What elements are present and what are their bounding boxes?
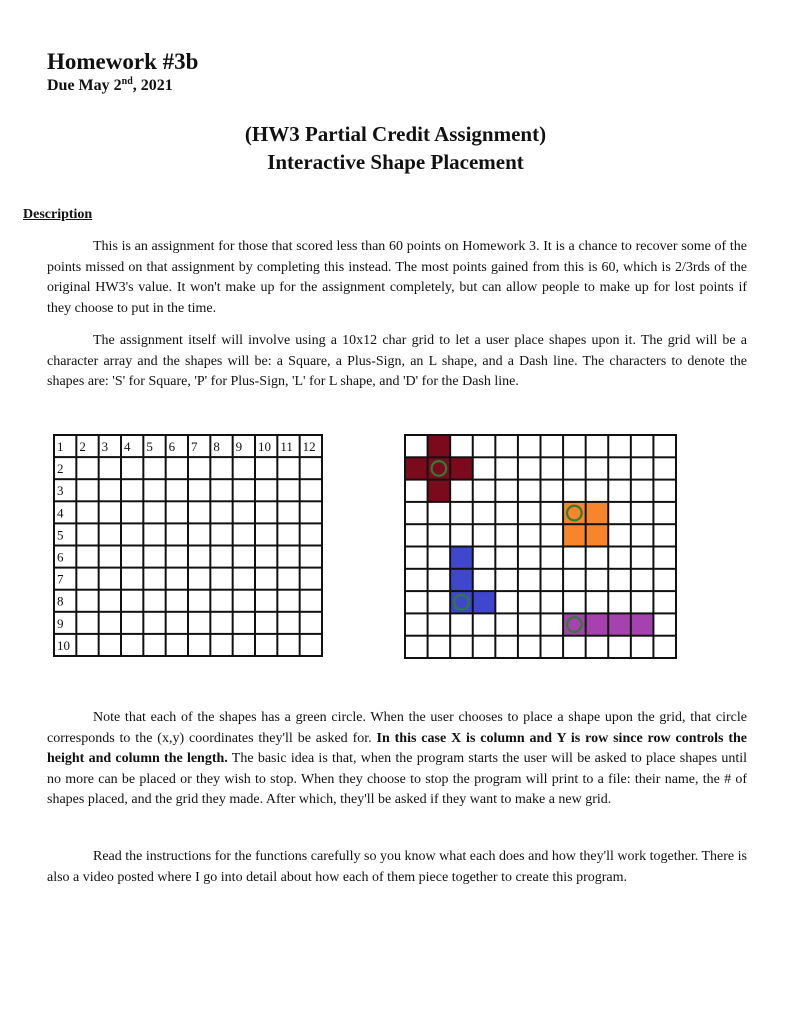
grid-cell xyxy=(256,524,276,544)
grid-cell xyxy=(406,637,427,657)
grid-cell xyxy=(542,458,563,478)
grid-cell xyxy=(451,503,472,523)
grid-cell xyxy=(632,458,653,478)
grid-cell xyxy=(587,637,608,657)
shape-cell xyxy=(429,436,450,456)
grid-cell xyxy=(587,436,608,456)
grid-cell xyxy=(189,480,209,500)
grid-cell xyxy=(189,547,209,567)
due-prefix: Due May 2 xyxy=(47,77,122,94)
grid-cell xyxy=(211,502,231,522)
grid-cell xyxy=(77,458,97,478)
grid-cell xyxy=(301,591,321,611)
grid-cell xyxy=(587,481,608,501)
grid-cell xyxy=(100,613,120,633)
grid-cell xyxy=(144,502,164,522)
grid-cell xyxy=(451,614,472,634)
grid-cell xyxy=(609,458,630,478)
grid-cell xyxy=(122,613,142,633)
shape-cell xyxy=(587,525,608,545)
grid-cell xyxy=(122,524,142,544)
grid-cell xyxy=(167,613,187,633)
grid-cell xyxy=(474,614,495,634)
column-label: 7 xyxy=(191,439,198,454)
grid-cell xyxy=(234,613,254,633)
grid-cell xyxy=(609,592,630,612)
grid-cell xyxy=(256,458,276,478)
column-label: 2 xyxy=(79,439,86,454)
assignment-title-line2: Interactive Shape Placement xyxy=(267,150,524,174)
grid-cell xyxy=(77,635,97,655)
row-label: 2 xyxy=(57,461,64,477)
grid-cell xyxy=(189,569,209,589)
grid-cell xyxy=(609,570,630,590)
grid-cell xyxy=(234,480,254,500)
grid-cell xyxy=(632,592,653,612)
grid-cell xyxy=(100,547,120,567)
grid-cell xyxy=(609,503,630,523)
grid-cell xyxy=(406,570,427,590)
grid-cell xyxy=(167,547,187,567)
grid-cell xyxy=(211,635,231,655)
grid-cell xyxy=(564,592,585,612)
grid-cell xyxy=(542,614,563,634)
paragraph-assignment: The assignment itself will involve using a 10x12 char grid to let a user place shapes upon it. The grid will be a character array and the shapes will be: a Square, a Plus-Sign, an L shape, and a Dash line. The characters to denote the shapes are: 'S' for Square, 'P' for Plus-Sign, 'L' for L shape, and 'D' for the Dash line. xyxy=(47,333,747,389)
grid-cell xyxy=(122,569,142,589)
empty-grid-figure xyxy=(53,434,323,657)
grid-cell xyxy=(234,635,254,655)
shape-cell xyxy=(451,570,472,590)
grid-cell xyxy=(122,480,142,500)
grid-cell xyxy=(451,436,472,456)
grid-cell xyxy=(654,481,675,501)
grid-cell xyxy=(632,570,653,590)
grid-cell xyxy=(144,480,164,500)
grid-cell xyxy=(211,591,231,611)
paragraph3-part2: The basic idea is that, when the program starts the user will be asked to place shapes until no more can be placed or they wish to stop. When they choose to stop the program will print to a file: their name, the # of shapes placed, and the grid they made. After which, they'll be asked if they want to make a new grid. xyxy=(47,751,748,807)
grid-cell xyxy=(77,480,97,500)
grid-cell xyxy=(234,458,254,478)
grid-cell xyxy=(654,436,675,456)
shape-cell xyxy=(451,548,472,568)
grid-cell xyxy=(406,436,427,456)
grid-cell xyxy=(609,548,630,568)
grid-cell xyxy=(234,547,254,567)
due-suffix: , 2021 xyxy=(132,77,173,94)
grid-cell xyxy=(429,614,450,634)
shape-cell xyxy=(406,458,427,478)
shape-grid-svg xyxy=(406,436,675,657)
grid-cell xyxy=(77,502,97,522)
shape-cell xyxy=(609,614,630,634)
grid-cell xyxy=(256,635,276,655)
grid-cell xyxy=(234,591,254,611)
shape-cell xyxy=(474,592,495,612)
assignment-title-line1: (HW3 Partial Credit Assignment) xyxy=(244,122,547,146)
grid-cell xyxy=(519,548,540,568)
grid-cell xyxy=(144,591,164,611)
grid-cell xyxy=(77,591,97,611)
grid-cell xyxy=(406,592,427,612)
grid-cell xyxy=(100,524,120,544)
grid-cell xyxy=(122,635,142,655)
grid-cell xyxy=(406,503,427,523)
grid-cell xyxy=(234,502,254,522)
grid-cell xyxy=(542,525,563,545)
grid-cell xyxy=(429,525,450,545)
grid-cell xyxy=(100,635,120,655)
row-label: 6 xyxy=(57,549,64,565)
grid-cell xyxy=(167,524,187,544)
shape-cell xyxy=(451,458,472,478)
grid-cell xyxy=(519,614,540,634)
assignment-title xyxy=(0,120,791,176)
grid-cell xyxy=(122,458,142,478)
grid-cell xyxy=(122,591,142,611)
column-label: 6 xyxy=(168,439,176,454)
grid-cell xyxy=(406,548,427,568)
row-label: 10 xyxy=(57,637,70,653)
grid-cell xyxy=(519,458,540,478)
grid-cell xyxy=(278,524,298,544)
grid-cell xyxy=(474,525,495,545)
grid-cell xyxy=(564,637,585,657)
grid-cell xyxy=(474,548,495,568)
homework-title: Homework #3b xyxy=(47,49,199,74)
row-label: 5 xyxy=(57,527,64,543)
grid-cell xyxy=(301,569,321,589)
grid-cell xyxy=(451,637,472,657)
column-label: 5 xyxy=(146,439,153,454)
shape-cell xyxy=(564,525,585,545)
grid-cell xyxy=(77,569,97,589)
grid-cell xyxy=(406,481,427,501)
grid-cell xyxy=(429,570,450,590)
grid-cell xyxy=(542,592,563,612)
grid-cell xyxy=(429,592,450,612)
grid-cell xyxy=(496,503,517,523)
grid-cell xyxy=(167,480,187,500)
grid-cell xyxy=(519,503,540,523)
grid-cell xyxy=(189,502,209,522)
shape-cell xyxy=(587,614,608,634)
grid-cell xyxy=(301,480,321,500)
grid-cell xyxy=(278,458,298,478)
grid-cell xyxy=(542,548,563,568)
grid-cell xyxy=(542,637,563,657)
grid-cell xyxy=(632,481,653,501)
grid-cell xyxy=(211,480,231,500)
description-heading: Description xyxy=(23,207,93,222)
column-label: 8 xyxy=(213,439,220,454)
grid-cell xyxy=(144,458,164,478)
grid-cell xyxy=(189,591,209,611)
grid-cell xyxy=(256,480,276,500)
grid-cell xyxy=(144,524,164,544)
grid-cell xyxy=(211,569,231,589)
grid-cell xyxy=(496,614,517,634)
grid-cell xyxy=(632,503,653,523)
grid-cell xyxy=(278,591,298,611)
grid-cell xyxy=(278,613,298,633)
grid-cell xyxy=(519,436,540,456)
grid-cell xyxy=(301,547,321,567)
grid-cell xyxy=(496,525,517,545)
grid-cell xyxy=(122,547,142,567)
grid-cell xyxy=(278,547,298,567)
grid-cell xyxy=(167,458,187,478)
grid-cell xyxy=(654,614,675,634)
grid-cell xyxy=(542,481,563,501)
grid-cell xyxy=(278,635,298,655)
due-superscript: nd xyxy=(121,76,133,87)
grid-cell xyxy=(301,502,321,522)
grid-cell xyxy=(256,591,276,611)
grid-cell xyxy=(406,525,427,545)
grid-cell xyxy=(587,548,608,568)
grid-cell xyxy=(301,524,321,544)
shape-grid-figure xyxy=(404,434,677,659)
grid-cell xyxy=(77,524,97,544)
grid-cell xyxy=(100,569,120,589)
grid-cell xyxy=(167,635,187,655)
grid-cell xyxy=(144,613,164,633)
grid-cell xyxy=(167,591,187,611)
grid-cell xyxy=(654,525,675,545)
grid-cell xyxy=(587,458,608,478)
grid-cell xyxy=(542,570,563,590)
grid-cell xyxy=(496,592,517,612)
grid-cell xyxy=(100,502,120,522)
grid-cell xyxy=(429,503,450,523)
grid-cell xyxy=(406,614,427,634)
grid-cell xyxy=(609,436,630,456)
grid-cell xyxy=(211,524,231,544)
grid-cell xyxy=(189,635,209,655)
grid-cell xyxy=(278,569,298,589)
grid-cell xyxy=(632,525,653,545)
grid-cell xyxy=(77,547,97,567)
column-label: 10 xyxy=(258,439,271,454)
grid-cell xyxy=(587,592,608,612)
column-label: 1 xyxy=(57,439,64,454)
shape-cell xyxy=(429,481,450,501)
grid-cell xyxy=(189,613,209,633)
grid-cell xyxy=(519,481,540,501)
grid-cell xyxy=(519,525,540,545)
paragraph3-bold: In this case X is column and Y is row since row controls the height and column the length. xyxy=(47,730,748,766)
grid-cell xyxy=(278,480,298,500)
grid-cell xyxy=(474,458,495,478)
grid-cell xyxy=(564,458,585,478)
grid-cell xyxy=(519,637,540,657)
grid-cell xyxy=(609,525,630,545)
column-label: 11 xyxy=(280,439,293,454)
grid-cell xyxy=(496,481,517,501)
grid-cell xyxy=(632,637,653,657)
grid-cell xyxy=(256,502,276,522)
row-label: 3 xyxy=(57,483,64,499)
row-label: 7 xyxy=(57,571,64,587)
grid-cell xyxy=(564,481,585,501)
grid-cell xyxy=(474,481,495,501)
grid-cell xyxy=(474,436,495,456)
grid-cell xyxy=(474,503,495,523)
column-label: 12 xyxy=(302,439,316,454)
grid-cell xyxy=(496,637,517,657)
grid-cell xyxy=(609,637,630,657)
grid-cell xyxy=(189,458,209,478)
grid-cell xyxy=(144,569,164,589)
grid-cell xyxy=(496,436,517,456)
empty-grid-svg xyxy=(55,436,321,655)
grid-cell xyxy=(189,524,209,544)
grid-cell xyxy=(564,436,585,456)
paragraph-green-circle xyxy=(47,708,747,811)
grid-cell xyxy=(429,548,450,568)
row-label: 8 xyxy=(57,593,64,609)
column-label: 3 xyxy=(101,439,109,454)
grid-cell xyxy=(519,592,540,612)
grid-cell xyxy=(496,548,517,568)
grid-cell xyxy=(167,569,187,589)
grid-cell xyxy=(301,458,321,478)
grid-cell xyxy=(609,481,630,501)
grid-cell xyxy=(122,502,142,522)
grid-cell xyxy=(474,570,495,590)
grid-cell xyxy=(100,591,120,611)
grid-cell xyxy=(519,570,540,590)
grid-cell xyxy=(451,525,472,545)
grid-cell xyxy=(77,613,97,633)
grid-cell xyxy=(654,592,675,612)
column-label: 9 xyxy=(235,439,243,454)
grid-cell xyxy=(654,458,675,478)
grid-cell xyxy=(654,570,675,590)
grid-cell xyxy=(278,502,298,522)
grid-cell xyxy=(564,570,585,590)
grid-cell xyxy=(542,436,563,456)
grid-cell xyxy=(654,503,675,523)
grid-cell xyxy=(301,635,321,655)
grid-cell xyxy=(496,570,517,590)
row-label: 4 xyxy=(57,505,64,521)
grid-cell xyxy=(144,547,164,567)
grid-cell xyxy=(100,458,120,478)
grid-cell xyxy=(564,548,585,568)
grid-cell xyxy=(211,547,231,567)
grid-cell xyxy=(429,637,450,657)
paragraph-intro: This is an assignment for those that scored less than 60 points on Homework 3. It is a chance to recover some of the points missed on that assignment by completing this instead. The most points gained from this is 60, which is 2/3rds of the original HW3's value. It won't make up for the assignment completely, but can allow people to make up for lost points if they choose to put in the time. xyxy=(47,239,747,316)
shape-cell xyxy=(632,614,653,634)
shape-cell xyxy=(587,503,608,523)
due-date xyxy=(47,76,173,96)
grid-cell xyxy=(632,436,653,456)
grid-cell xyxy=(167,502,187,522)
paragraph-instructions: Read the instructions for the functions carefully so you know what each does and how they'll work together. There is also a video posted where I go into detail about how each of them piece together to create this program. xyxy=(47,849,747,885)
grid-cell xyxy=(144,635,164,655)
grid-cell xyxy=(211,613,231,633)
grid-cell xyxy=(256,569,276,589)
grid-cell xyxy=(632,548,653,568)
column-label: 4 xyxy=(124,439,131,454)
grid-cell xyxy=(256,547,276,567)
grid-cell xyxy=(100,480,120,500)
grid-cell xyxy=(474,637,495,657)
grid-cell xyxy=(587,570,608,590)
row-label: 9 xyxy=(57,615,64,631)
grid-cell xyxy=(234,524,254,544)
grid-cell xyxy=(496,458,517,478)
grid-cell xyxy=(234,569,254,589)
grid-cell xyxy=(654,637,675,657)
paragraph3-part1: Note that each of the shapes has a green circle. When the user chooses to place a shape upon the grid, that circle corresponds to the (x,y) coordinates they'll be asked for. xyxy=(47,710,747,746)
grid-cell xyxy=(301,613,321,633)
grid-cell xyxy=(256,613,276,633)
grid-cell xyxy=(542,503,563,523)
grid-cell xyxy=(211,458,231,478)
grid-cell xyxy=(654,548,675,568)
grid-cell xyxy=(451,481,472,501)
